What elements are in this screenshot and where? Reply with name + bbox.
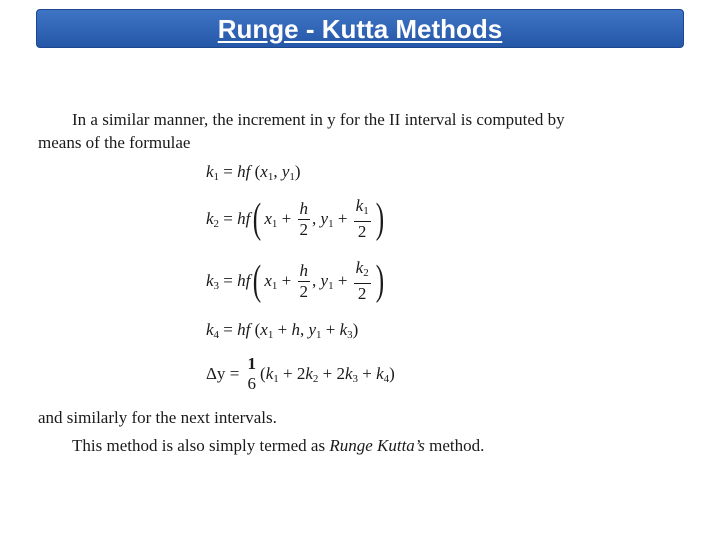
eq2-fraction-h	[298, 199, 311, 240]
eq3-frac2-num: k	[355, 258, 364, 277]
eq5-lhs: Δy	[206, 364, 226, 383]
eq3-y: y	[320, 270, 329, 290]
eq1-x: x	[260, 162, 268, 181]
eq3-lhs-sub: 3	[213, 279, 220, 292]
eq5-plus-2: + 2	[318, 363, 345, 383]
eq2-left-paren: (	[253, 196, 262, 242]
eq2-function: hf	[237, 208, 251, 228]
eq2-equals: =	[219, 208, 238, 228]
eq5-term-2: k	[305, 363, 313, 383]
eq2-lhs-sub: 2	[213, 217, 220, 230]
eq5-frac-num: 1	[247, 354, 257, 373]
eq5-open: (	[260, 363, 266, 383]
eq3-lhs: k	[206, 270, 214, 290]
eq5-term-3-sub: 3	[352, 372, 359, 385]
eq5-plus-1: + 2	[278, 363, 306, 383]
equation-k2	[206, 196, 387, 242]
eq4-k: k	[339, 320, 348, 339]
eq5-fraction	[246, 354, 259, 394]
eq3-x: x	[264, 270, 272, 290]
eq3-comma: ,	[312, 270, 321, 290]
eq5-term-4-sub: 4	[383, 372, 390, 385]
eq1-open: (	[250, 162, 261, 181]
eq5-term-3: k	[344, 363, 353, 383]
eq3-equals: =	[219, 270, 238, 290]
eq4-x: x	[260, 320, 268, 339]
eq2-right-paren: )	[375, 196, 384, 242]
outro-line-2-end: method.	[424, 436, 485, 455]
eq2-y: y	[320, 208, 329, 228]
eq3-y-sub: 1	[328, 279, 334, 292]
eq2-frac1-num: h	[299, 198, 309, 218]
eq2-fraction-k	[354, 196, 371, 242]
outro-line-2-method-name: Runge Kutta’s	[329, 436, 425, 455]
eq3-x-sub: 1	[271, 279, 278, 292]
eq4-open: (	[250, 320, 261, 339]
page-title: Runge - Kutta Methods	[217, 14, 503, 44]
equation-k1	[206, 162, 301, 183]
eq1-lhs-sub: 1	[213, 171, 220, 183]
eq4-h: h	[291, 320, 300, 339]
eq3-frac2-den: 2	[357, 284, 367, 303]
eq3-fraction-k	[354, 258, 371, 304]
eq2-plus-1: +	[277, 208, 296, 228]
eq2-plus-2: +	[333, 208, 352, 228]
eq1-x-sub: 1	[267, 171, 274, 183]
eq4-comma: ,	[299, 320, 309, 339]
outro-line-1: and similarly for the next intervals.	[38, 408, 277, 427]
eq2-y-sub: 1	[328, 217, 334, 230]
eq1-function: hf	[237, 162, 251, 181]
eq4-lhs: k	[206, 320, 214, 339]
eq1-comma: ,	[273, 162, 282, 181]
eq1-y: y	[281, 162, 290, 181]
eq3-frac1-num: h	[299, 260, 309, 280]
eq3-frac1-den: 2	[299, 281, 309, 301]
eq3-fraction-h	[298, 261, 311, 302]
outro-line-2	[72, 436, 484, 456]
eq3-left-paren: (	[253, 258, 262, 304]
eq4-x-sub: 1	[267, 329, 274, 341]
eq4-k-sub: 3	[347, 329, 353, 341]
eq2-x-sub: 1	[271, 217, 278, 230]
eq4-y-sub: 1	[315, 329, 322, 341]
eq2-lhs: k	[206, 208, 214, 228]
eq1-equals: =	[219, 162, 238, 181]
eq3-plus-1: +	[277, 270, 296, 290]
equation-k3	[206, 258, 387, 304]
outro-line-2-start: This method is also simply termed as	[72, 436, 330, 455]
eq1-close: )	[294, 162, 301, 181]
intro-line-1: In a similar manner, the increment in y for the II interval is computed by	[72, 110, 565, 129]
eq2-x: x	[264, 208, 272, 228]
eq4-plus-2: +	[321, 320, 340, 339]
title-bar	[36, 9, 684, 48]
eq3-right-paren: )	[375, 258, 384, 304]
equation-delta-y	[206, 354, 395, 394]
eq4-plus: +	[273, 320, 292, 339]
eq5-frac-den: 6	[247, 374, 257, 393]
eq5-close: )	[389, 363, 395, 383]
eq5-term-2-sub: 2	[312, 372, 319, 385]
eq4-function: hf	[237, 320, 251, 339]
eq4-close: )	[352, 320, 359, 339]
eq2-frac2-den: 2	[357, 222, 367, 241]
eq3-plus-2: +	[333, 270, 352, 290]
eq2-comma: ,	[312, 208, 321, 228]
equation-k4	[206, 320, 358, 341]
eq2-frac2-num: k	[355, 196, 364, 215]
eq5-equals: =	[225, 364, 244, 383]
intro-line-2: means of the formulae	[38, 133, 191, 152]
eq1-lhs: k	[206, 162, 214, 181]
eq1-y-sub: 1	[289, 171, 295, 183]
eq3-frac2-num-sub: 2	[363, 267, 369, 279]
eq4-lhs-sub: 4	[213, 329, 220, 341]
eq5-plus-3: +	[358, 363, 377, 383]
eq4-equals: =	[219, 320, 238, 339]
eq2-frac1-den: 2	[299, 219, 309, 239]
eq5-term-4: k	[376, 363, 384, 383]
eq3-function: hf	[237, 270, 251, 290]
eq2-frac2-num-sub: 1	[363, 205, 369, 217]
eq5-term-1-sub: 1	[273, 372, 279, 385]
eq4-y: y	[308, 320, 316, 339]
eq5-term-1: k	[265, 363, 274, 383]
